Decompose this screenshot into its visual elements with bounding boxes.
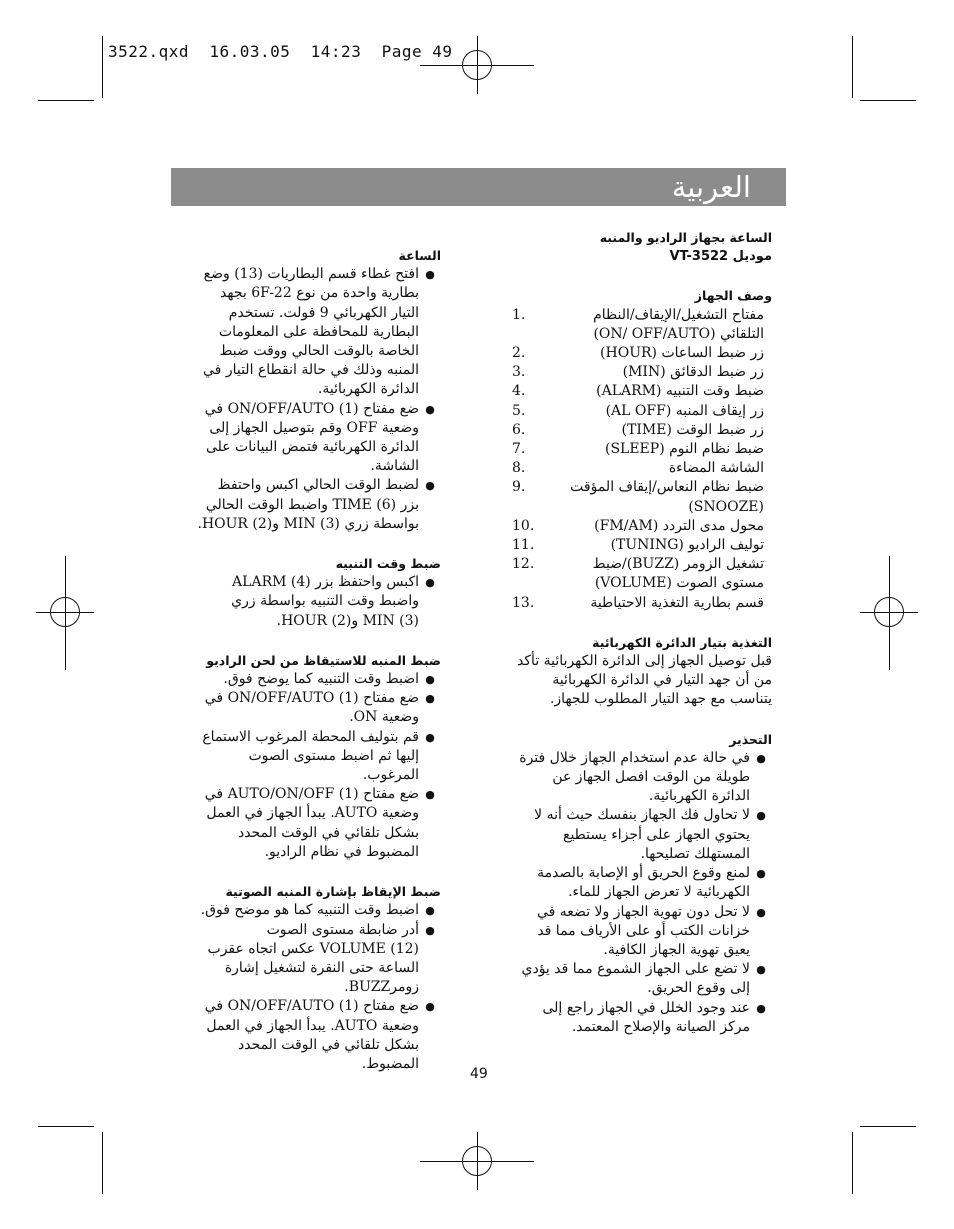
list-item: ● ضع مفتاح ON/OFF/AUTO (1) في وضعية ON.	[196, 689, 441, 727]
language-banner	[171, 168, 786, 206]
radio-alarm-list	[196, 670, 441, 862]
right-column	[512, 228, 772, 1037]
crop-mark	[860, 1126, 916, 1127]
alarm-heading: ضبط وقت التنبيه	[335, 556, 441, 572]
radio-alarm-heading: ضبط المنبه للاستيقاظ من لحن الراديو	[206, 652, 441, 668]
list-item: الشاشة المضاءة 8.	[512, 460, 764, 477]
list-item: ● أدر ضابطة مستوى الصوت VOLUME (12) عكس اتجاه عقرب الساعة حتى النقرة لتشغيل إشارة زومرBUZZ.	[196, 921, 441, 998]
bullet-icon: ●	[425, 402, 435, 416]
bullet-icon: ●	[425, 923, 435, 937]
list-item: زر ضبط الوقت (TIME) 6.	[512, 421, 764, 438]
clock-heading: الساعة	[398, 248, 441, 263]
list-item: ● في حالة عدم استخدام الجهاز خلال فترة طويلة من الوقت افصل الجهاز عن الدائرة الكهربائية.	[512, 749, 772, 807]
bullet-icon: ●	[756, 905, 766, 919]
clock-list	[196, 265, 441, 534]
list-item: ضبط وقت التنبيه (ALARM) 4.	[512, 383, 764, 400]
crop-mark	[852, 36, 853, 98]
buzzer-alarm-list	[196, 901, 441, 1074]
bullet-icon: ●	[425, 576, 435, 590]
bullet-icon: ●	[425, 1000, 435, 1014]
bullet-icon: ●	[425, 692, 435, 706]
bullet-icon: ●	[425, 268, 435, 282]
buzzer-alarm-heading: ضبط الإيقاظ بإشارة المنبه الصوتية	[225, 884, 441, 900]
list-item: مفتاح التشغيل/الإيقاف/النظام التلقائي (ON/ OFF/AUTO) 1.	[512, 306, 764, 342]
bullet-icon: ●	[425, 788, 435, 802]
page-number: 49	[470, 1066, 488, 1082]
list-item: ● ضع مفتاح ON/OFF/AUTO (1) في وضعية AUTO. يبدأ الجهاز في العمل بشكل تلقائي في الوقت المحدد المضبوط.	[196, 997, 441, 1074]
bullet-icon: ●	[425, 730, 435, 744]
list-item: محول مدى التردد (FM/AM) 10.	[512, 517, 764, 534]
list-item: ● ضع مفتاح ON/OFF/AUTO (1) في وضعية OFF وقم بتوصيل الجهاز إلى الدائرة الكهربائية فتمض البيانات على الشاشة.	[196, 400, 441, 477]
bullet-icon: ●	[756, 963, 766, 977]
list-item: ● افتح غطاء قسم البطاريات (13) وضع بطارية واحدة من نوع 6F-22 بجهد التيار الكهربائي 9 فولت. تستخدم البطارية للمحافظة على المعلومات الخاصة بالوقت الحالي ووقت ضبط المنبه وذلك في حالة انقطاع التيار في الدائرة الكهربائية.	[196, 265, 441, 399]
list-item: تشغيل الزومر (BUZZ)/ضبط مستوى الصوت (VOLUME) 12.	[512, 556, 764, 592]
warning-heading: التحذير	[729, 731, 772, 747]
list-item: ● عند وجود الخلل في الجهاز راجع إلى مركز الصيانة والإصلاح المعتمد.	[512, 999, 772, 1037]
bullet-icon: ●	[425, 673, 435, 687]
crop-mark	[102, 1132, 103, 1194]
left-column	[196, 246, 441, 1074]
list-item: ● لا تحاول فك الجهاز بنفسك حيث أنه لا يحتوي الجهاز على أجزاء يستطيع المستهلك تصليحها.	[512, 806, 772, 864]
warning-list	[512, 749, 772, 1037]
bullet-icon: ●	[756, 809, 766, 823]
power-heading: التغذية بتيار الدائرة الكهربائية	[592, 634, 772, 650]
list-item: زر ضبط الساعات (HOUR) 2.	[512, 345, 764, 362]
list-item: زر ضبط الدقائق (MIN) 3.	[512, 364, 764, 381]
description-heading: وصف الجهاز	[694, 288, 772, 304]
crop-mark	[860, 100, 916, 101]
crop-mark	[38, 100, 94, 101]
bullet-icon: ●	[425, 479, 435, 493]
print-header: 3522.qxd 16.03.05 14:23 Page 49	[108, 42, 453, 61]
bullet-icon: ●	[756, 751, 766, 765]
list-item: توليف الراديو (TUNING) 11.	[512, 537, 764, 554]
crop-mark	[102, 36, 103, 98]
list-item: ● لا تحل دون تهوية الجهاز ولا تضعه في خزانات الكتب أو على الأرياف مما قد يعيق تهوية الجهاز الكافية.	[512, 903, 772, 961]
list-item: ● اكبس واحتفظ بزر ALARM (4) واضبط وقت التنبيه بواسطة زري MIN (3) وHOUR (2).	[196, 573, 441, 631]
list-item: ● ضع مفتاح AUTO/ON/OFF (1) في وضعية AUTO. يبدأ الجهاز في العمل بشكل تلقائي في الوقت المحدد المضبوط في نظام الراديو.	[196, 785, 441, 862]
list-item: زر إيقاف المنبه (AL OFF) 5.	[512, 402, 764, 419]
bullet-icon: ●	[425, 904, 435, 918]
power-text: قبل توصيل الجهاز إلى الدائرة الكهربائية تأكد من أن جهد التيار في الدائرة الكهربائية يتناسب مع جهد التيار المطلوب للجهاز.	[517, 653, 772, 708]
parts-list	[512, 306, 772, 613]
list-item: ضبط نظام النوم (SLEEP) 7.	[512, 441, 764, 458]
banner-title: العربية	[671, 170, 751, 204]
list-item: ● لا تضع على الجهاز الشموع مما قد يؤدي إلى وقوع الحريق.	[512, 960, 772, 998]
alarm-list	[196, 573, 441, 631]
bullet-icon: ●	[756, 867, 766, 881]
list-item: قسم بطارية التغذية الاحتياطية 13.	[512, 594, 764, 611]
crop-mark	[852, 1132, 853, 1194]
crop-mark	[38, 1126, 94, 1127]
list-item: ضبط نظام النعاس/إيقاف المؤقت (SNOOZE) 9.	[512, 479, 764, 515]
model-title: موديل VT-3522	[669, 249, 772, 265]
bullet-icon: ●	[756, 1001, 766, 1015]
list-item: ● لضبط الوقت الحالي اكبس واحتفظ بزر TIME (6) واضبط الوقت الحالي بواسطة زري MIN (3) وHOUR (2).	[196, 476, 441, 534]
list-item: ● اضبط وقت التنبيه كما يوضح فوق.	[196, 670, 441, 689]
list-item: ● قم بتوليف المحطة المرغوب الاستماع إليها ثم اضبط مستوى الصوت المرغوب.	[196, 728, 441, 786]
list-item: ● لمنع وقوع الحريق أو الإصابة بالصدمة الكهربائية لا تعرض الجهاز للماء.	[512, 864, 772, 902]
list-item: ● اضبط وقت التنبيه كما هو موضح فوق.	[196, 901, 441, 920]
product-title: الساعة بجهاز الراديو والمنبه	[599, 230, 772, 245]
